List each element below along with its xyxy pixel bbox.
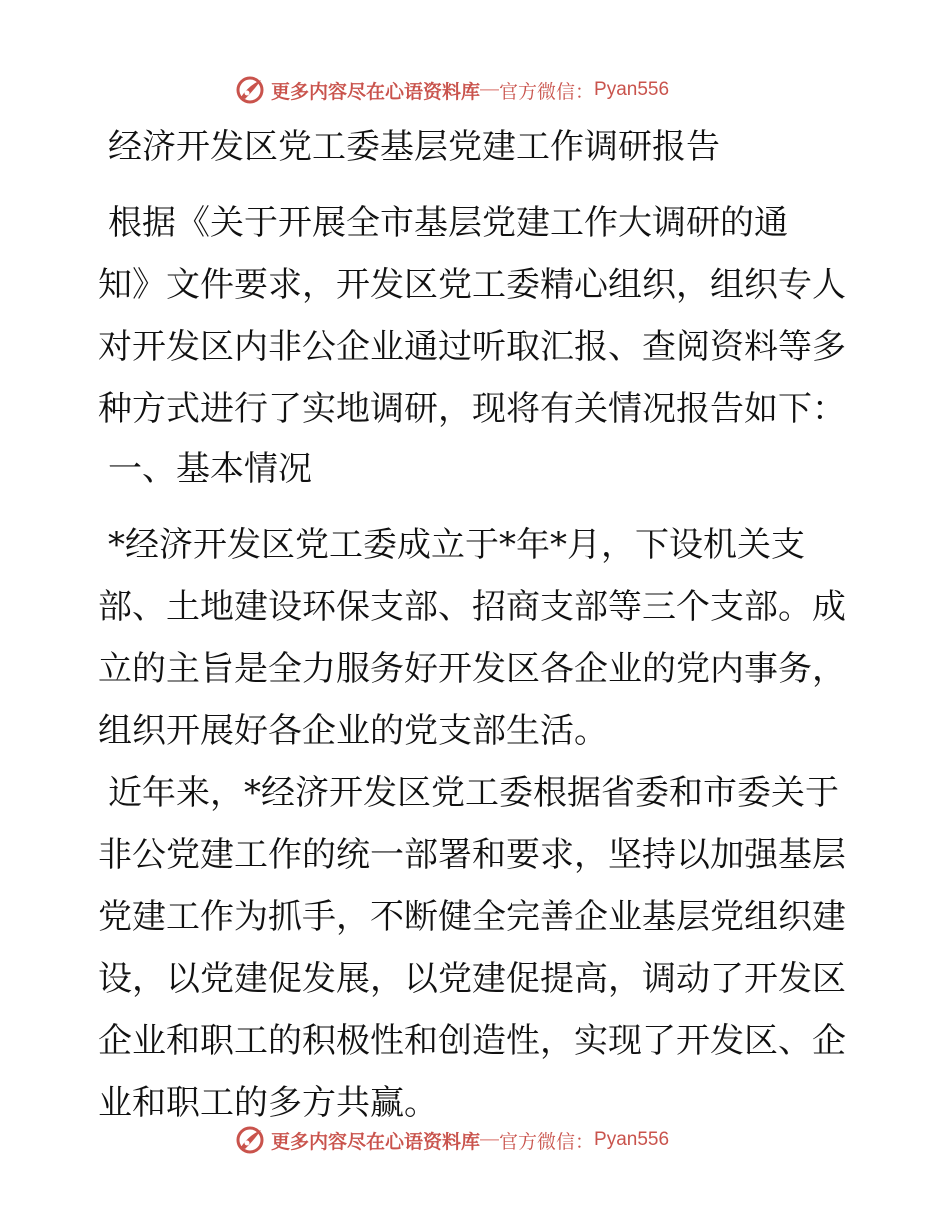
- paragraph-line: 立的主旨是全力服务好开发区各企业的党内事务，: [98, 649, 846, 689]
- paragraph-line: 对开发区内非公企业通过听取汇报、查阅资料等多: [98, 327, 846, 367]
- document-title: 经济开发区党工委基层党建工作调研报告: [108, 127, 720, 167]
- ink-brush-logo-icon: [235, 1125, 265, 1155]
- paragraph-line: 非公党建工作的统一部署和要求，坚持以加强基层: [98, 835, 846, 875]
- paragraph-intro: [98, 192, 858, 440]
- watermark-wechat-id: Pyan556: [594, 1129, 670, 1150]
- watermark-dash: —: [480, 1129, 500, 1150]
- paragraph-line: *经济开发区党工委成立于*年*月，下设机关支: [108, 525, 805, 565]
- paragraph-line: 企业和职工的积极性和创造性，实现了开发区、企: [98, 1021, 846, 1061]
- paragraph-line: 组织开展好各企业的党支部生活。: [98, 711, 608, 751]
- watermark-header: [235, 73, 669, 107]
- watermark-dash: —: [480, 79, 500, 100]
- paragraph-line: 业和职工的多方共赢。: [98, 1083, 438, 1123]
- watermark-wechat-label: 官方微信：: [499, 80, 595, 103]
- paragraph-line: 党建工作为抓手，不断健全完善企业基层党组织建: [98, 897, 846, 937]
- watermark-main-text: 更多内容尽在心语资料库: [271, 1130, 481, 1153]
- paragraph-line: 近年来，*经济开发区党工委根据省委和市委关于: [108, 773, 839, 813]
- paragraph-line: 知》文件要求，开发区党工委精心组织，组织专人: [98, 265, 846, 305]
- paragraph-line: 种方式进行了实地调研，现将有关情况报告如下：: [98, 389, 846, 429]
- paragraph-basic-info: [98, 514, 858, 762]
- paragraph-line: 根据《关于开展全市基层党建工作大调研的通: [108, 203, 788, 243]
- watermark-wechat-label: 官方微信：: [499, 1130, 595, 1153]
- watermark-footer: [235, 1123, 669, 1157]
- paragraph-recent-years: [98, 762, 858, 1134]
- section-heading: 一、基本情况: [108, 449, 312, 489]
- ink-brush-logo-icon: [235, 75, 265, 105]
- watermark-wechat-id: Pyan556: [594, 79, 670, 100]
- paragraph-line: 部、土地建设环保支部、招商支部等三个支部。成: [98, 587, 846, 627]
- watermark-main-text: 更多内容尽在心语资料库: [271, 80, 481, 103]
- paragraph-line: 设，以党建促发展，以党建促提高，调动了开发区: [98, 959, 846, 999]
